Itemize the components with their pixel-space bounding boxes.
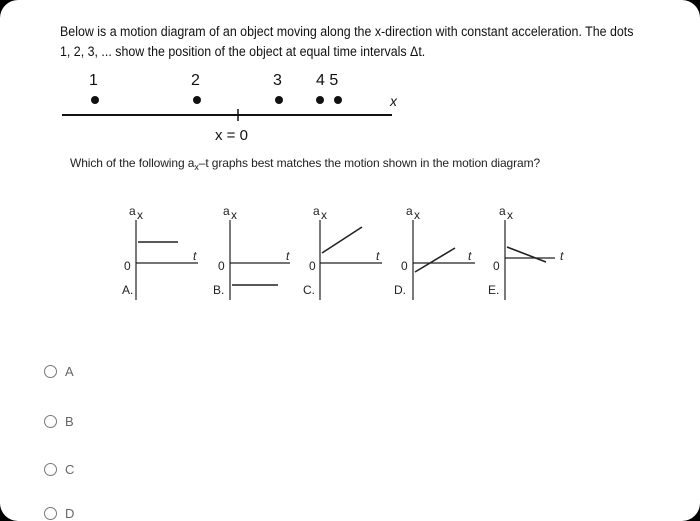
graph-a <box>122 204 198 300</box>
choice-a-radio[interactable] <box>44 365 57 378</box>
graph-c <box>303 204 382 300</box>
svg-text:x: x <box>231 208 237 222</box>
graph-question-subscript: x <box>194 162 199 172</box>
choice-c[interactable] <box>44 460 74 478</box>
svg-text:0: 0 <box>309 259 316 273</box>
graph-d-label: D. <box>394 283 406 297</box>
svg-text:t: t <box>468 249 472 263</box>
graph-b-label: B. <box>213 283 225 297</box>
choice-c-label: C <box>65 461 75 477</box>
origin-label: x = 0 <box>215 127 248 144</box>
dot-label-2: 2 <box>191 72 200 89</box>
graph-d <box>394 204 475 300</box>
svg-text:a: a <box>129 204 136 218</box>
choice-b-radio[interactable] <box>44 415 57 428</box>
svg-text:t: t <box>193 249 197 263</box>
svg-text:a: a <box>313 204 320 218</box>
choice-a[interactable] <box>44 362 74 380</box>
graph-question-start: Which of the following a <box>70 156 195 170</box>
svg-text:a: a <box>499 204 506 218</box>
svg-text:t: t <box>286 249 290 263</box>
graph-a-label: A. <box>122 283 134 297</box>
choice-d[interactable] <box>44 504 74 521</box>
choice-d-radio[interactable] <box>44 507 57 520</box>
svg-text:x: x <box>414 208 420 222</box>
graph-e-label: E. <box>488 283 500 297</box>
graph-e <box>488 204 564 300</box>
choice-a-label: A <box>65 363 74 379</box>
svg-text:x: x <box>137 208 143 222</box>
dot-label-3: 3 <box>273 72 282 89</box>
question-intro-line-1: Below is a motion diagram of an object moving along the x-direction with constant acceleration. The dots <box>60 24 634 39</box>
svg-text:x: x <box>507 208 513 222</box>
svg-text:x: x <box>321 208 327 222</box>
choice-c-radio[interactable] <box>44 463 57 476</box>
svg-text:0: 0 <box>218 259 225 273</box>
dot-label-4-5: 4 5 <box>316 72 339 89</box>
svg-text:0: 0 <box>124 259 131 273</box>
graph-question-end: –t graphs best matches the motion shown in the motion diagram? <box>198 156 541 170</box>
graph-b <box>213 204 290 300</box>
svg-text:a: a <box>406 204 413 218</box>
svg-text:t: t <box>376 249 380 263</box>
question-intro-line-2: 1, 2, 3, ... show the position of the object at equal time intervals Δt. <box>60 44 426 59</box>
graph-c-label: C. <box>303 283 315 297</box>
svg-text:a: a <box>223 204 230 218</box>
svg-text:t: t <box>560 249 564 263</box>
choice-b-label: B <box>65 413 74 429</box>
svg-text:0: 0 <box>493 259 500 273</box>
choice-b[interactable] <box>44 412 74 430</box>
dot-label-1: 1 <box>89 72 98 89</box>
svg-text:0: 0 <box>401 259 408 273</box>
x-axis-label: x <box>390 93 397 109</box>
choice-d-label: D <box>65 505 75 521</box>
